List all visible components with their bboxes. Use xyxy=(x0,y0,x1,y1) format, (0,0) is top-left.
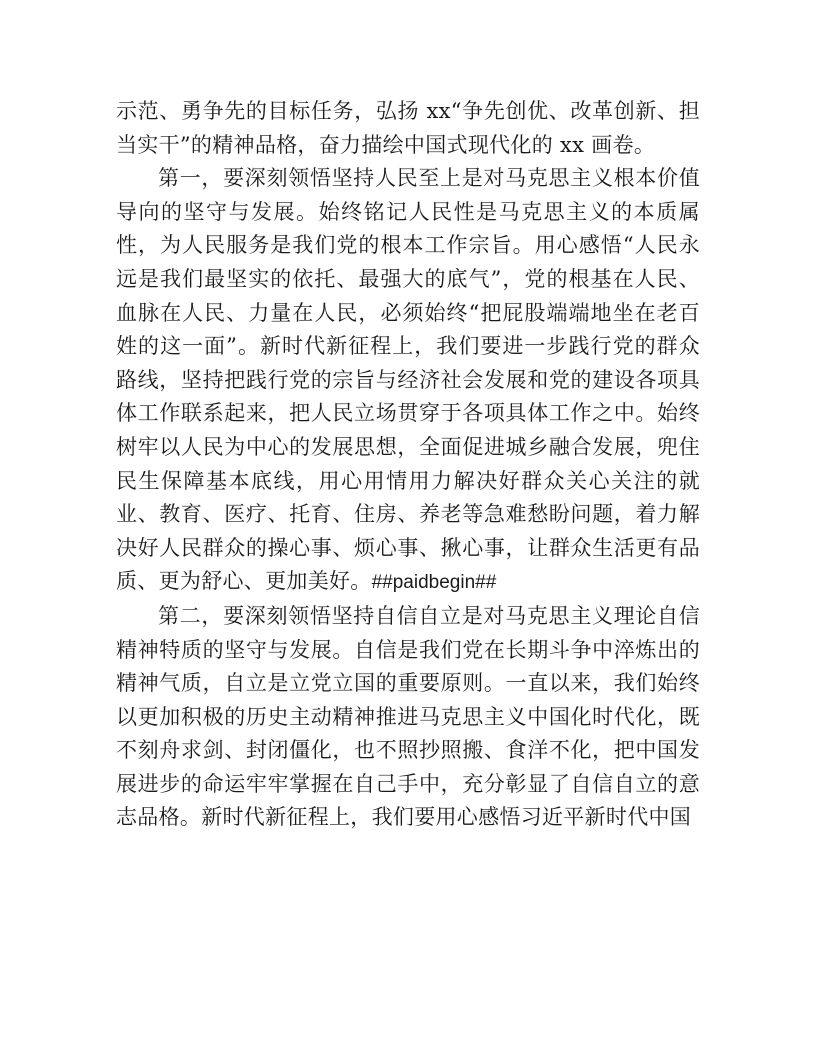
paragraph-second-point: 第二，要深刻领悟坚持自信自立是对马克思主义理论自信精神特质的坚守与发展。自信是我们党在长期斗争中淬炼出的精神气质，自立是立党立国的重要原则。一直以来，我们始终以更加积极的历史主动精神推进马克思主义中国化时代化，既不刻舟求剑、封闭僵化，也不照抄照搬、食洋不化，把中国发展进步的命运牢牢掌握在自己手中，充分彰显了自信自立的意志品格。新时代新征程上，我们要用心感悟习近平新时代中国 xyxy=(116,603,700,830)
paragraph-continued: 示范、勇争先的目标任务，弘扬 xx“争先创优、改革创新、担当实干”的精神品格，奋力描绘中国式现代化的 xx 画卷。 xyxy=(116,99,700,157)
paragraph-first-point-text: 第一，要深刻领悟坚持人民至上是对马克思主义根本价值导向的坚守与发展。始终铭记人民性是马克思主义的本质属性，为人民服务是我们党的根本工作宗旨。用心感悟“人民永远是我们最坚实的依托、最强大的底气”，党的根基在人民、血脉在人民、力量在人民，必须始终“把屁股端端地坐在老百姓的这一面”。新时代新征程上，我们要进一步践行党的群众路线，坚持把践行党的宗旨与经济社会发展和党的建设各项具体工作联系起来，把人民立场贯穿于各项具体工作之中。始终树牢以人民为中心的发展思想，全面促进城乡融合发展，兜住民生保障基本底线，用心用情用力解决好群众关心关注的就业、教育、医疗、托育、住房、养老等急难愁盼问题，着力解决好人民群众的操心事、烦心事、揪心事，让群众生活更有品质、更为舒心、更加美好。 xyxy=(116,166,700,594)
paid-begin-marker: ##paidbegin## xyxy=(371,572,497,594)
document-body xyxy=(116,95,700,835)
paragraph-first-point xyxy=(116,162,700,600)
